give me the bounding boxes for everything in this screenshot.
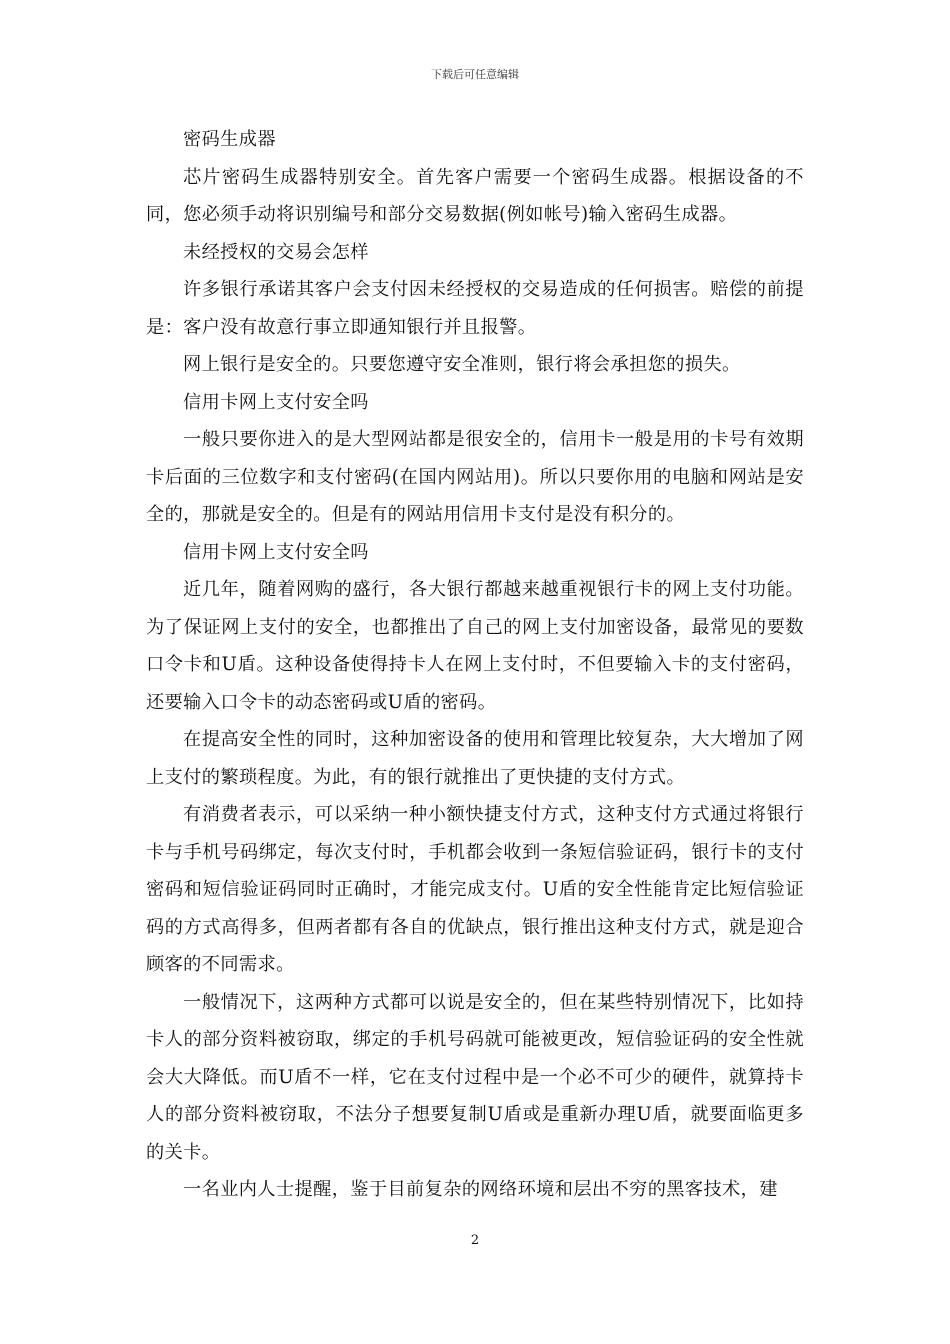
section-heading-credit-card-safety: 信用卡网上支付安全吗 [183,541,369,563]
paragraph: 芯片密码生成器特别安全。首先客户需要一个密码生成器。根据设备的不同，您必须手动将识别编号和部分交易数据(例如帐号)输入密码生成器。 [146,166,804,225]
paragraph: 有消费者表示，可以采纳一种小额快捷支付方式，这种支付方式通过将银行卡与手机号码绑定，每次支付时，手机都会收到一条短信验证码，银行卡的支付密码和短信验证码同时正确时，才能完成支付。U盾的安全性能肯定比短信验证码的方式高得多，但两者都有各自的优缺点，银行推出这种支付方式，就是迎合顾客的不同需求。 [146,804,804,975]
paragraph: 在提高安全性的同时，这种加密设备的使用和管理比较复杂，大大增加了网上支付的繁琐程度。为此，有的银行就推出了更快捷的支付方式。 [146,729,804,788]
paragraph: 一般只要你进入的是大型网站都是很安全的，信用卡一般是用的卡号有效期卡后面的三位数字和支付密码(在国内网站用)。所以只要你用的电脑和网站是安全的，那就是安全的。但是有的网站用信用卡支付是没有积分的。 [146,429,804,525]
paragraph: 近几年，随着网购的盛行，各大银行都越来越重视银行卡的网上支付功能。为了保证网上支付的安全，也都推出了自己的网上支付加密设备，最常见的要数口令卡和U盾。这种设备使得持卡人在网上支付时，不但要输入卡的支付密码，还要输入口令卡的动态密码或U盾的密码。 [146,579,804,713]
section-heading-credit-card-safety: 信用卡网上支付安全吗 [183,391,369,413]
paragraph: 网上银行是安全的。只要您遵守安全准则，银行将会承担您的损失。 [183,354,741,375]
page-header: 下载后可任意编辑 [431,68,519,81]
paragraph: 一名业内人士提醒，鉴于目前复杂的网络环境和层出不穷的黑客技术，建 [183,1179,778,1200]
paragraph: 一般情况下，这两种方式都可以说是安全的，但在某些特别情况下，比如持卡人的部分资料被窃取，绑定的手机号码就可能被更改，短信验证码的安全性就会大大降低。而U盾不一样，它在支付过程中是一个必不可少的硬件，就算持卡人的部分资料被窃取，不法分子想要复制U盾或是重新办理U盾，就要面临更多的关卡。 [146,991,804,1163]
document-body [146,121,804,1209]
paragraph: 许多银行承诺其客户会支付因未经授权的交易造成的任何损害。赔偿的前提是：客户没有故意行事立即通知银行并且报警。 [146,279,804,338]
section-heading-unauthorized-transactions: 未经授权的交易会怎样 [183,241,369,263]
section-heading-password-generator: 密码生成器 [183,129,276,150]
page-number: 2 [470,1233,480,1248]
